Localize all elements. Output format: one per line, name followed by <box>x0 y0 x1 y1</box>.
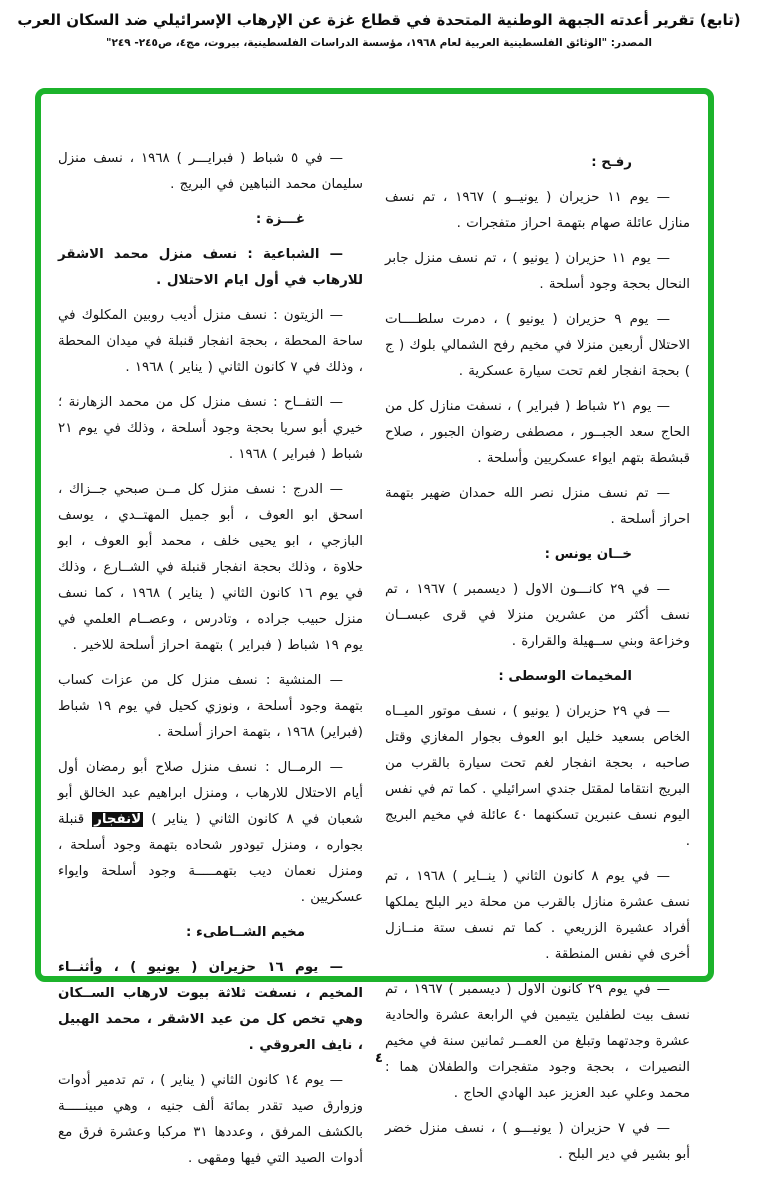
report-paragraph: — تم نسف منزل نصر الله حمدان ضهير بتهمة احراز أسلحة . <box>385 486 690 527</box>
report-paragraph: — الزيتون : نسف منزل أديب روبين المكلوك في ساحة المحطة ، بحجة انفجار قنبلة في ميدان المحطة ، وذلك في ٧ كانون الثاني ( يناير ) ١٩٦٨ . <box>58 308 363 375</box>
report-paragraph: — يوم ٢١ شباط ( فبراير ) ، نسفت منازل كل من الحاج سعد الجبــور ، مصطفى رضوان الجبور ، صلاح قبشطة بتهم ايواء عسكريين وأسلحة . <box>385 399 690 466</box>
green-annotation-frame <box>35 88 714 1166</box>
section-heading-rafah: رفـح : <box>591 155 632 170</box>
paragraph-text: — الرمــال : نسف منزل صلاح أبو رمضان أول أيام الاحتلال للارهاب ، ومنزل ابراهيم عبد الخالق أبو شعبان في ٨ كانون الثاني ( يناير ) <box>58 760 363 827</box>
column-right <box>385 146 690 1181</box>
report-paragraph: — في ٥ شباط ( فبرايـــر ) ١٩٦٨ ، نسف منزل سليمان محمد النباهين في البريج . <box>58 151 363 192</box>
report-paragraph: — يوم ١٦ حزيران ( يونيو ) ، وأثنــاء المخيم ، نسفت ثلاثة بيوت لارهاب الســكان وهي تخص كل من عيد الاشقر ، محمد الهبيل ، نايف العروقي . <box>58 960 363 1053</box>
report-paragraph: — يوم ١١ حزيران ( يونيــو ) ١٩٦٧ ، تم نسف منازل عائلة صهام بتهمة احراز متفجرات . <box>385 190 690 231</box>
report-paragraph: — في يوم ٢٩ كانون الاول ( ديسمبر ) ١٩٦٧ ، تم نسف بيت لطفلين يتيمين في الرابعة عشرة والحادية عشرة وجدتهما وتبلغ من العمــر ثمانين سنة في مخيم النصيرات ، بحجة وجود متفجرات والطفلان هما : محمد وعلي عبد العزيز عبد الهادي الحاج . <box>385 982 690 1101</box>
report-paragraph-with-highlight <box>58 755 363 911</box>
report-paragraph: — الدرج : نسف منزل كل مــن صبحي جــزاك ، اسحق ابو العوف ، أبو جميل المهتــدي ، يوسف البازجي ، ابو يحيى خلف ، محمد أبو العوف ، ابو حلاوة ، وذلك بحجة انفجار قنبلة في الشــارع ، وذلك في يوم ١٦ كانون الثاني ( يناير ) ١٩٦٨ ، كما نسف منزل حبيب جراده ، وتادرس ، وعصــام العلمي في يوم ١٩ شباط ( فبراير ) بتهمة احراز أسلحة للاخير . <box>58 482 363 653</box>
report-paragraph: — في ٢٩ حزيران ( يونيو ) ، نسف موتور الميــاه الخاص بسعيد خليل ابو العوف بجوار المغازي وقتل صاحبه ، بحجة انفجار لغم تحت سيارة بالقرب من البريج انتقاما لمقتل جندي اسرائيلي . كما تم في نفس اليوم نسف عنبرين تسكنهما ٤٠ عائلة في مخيم البريج . <box>385 704 690 849</box>
report-paragraph: — في يوم ٨ كانون الثاني ( ينــاير ) ١٩٦٨ ، تم نسف عشرة منازل بالقرب من محلة دير البلح يملكها أفراد عشيرة الزريعي . كما تم نسف ستة منــازل أخرى في نفس المنطقة . <box>385 869 690 962</box>
report-paragraph: — يوم ٩ حزيران ( يونيو ) ، دمرت سلطــــات الاحتلال أربعين منزلا في مخيم رفح الشمالي بلوك ( ج ) بحجة انفجار لغم تحت سيارة عسكرية . <box>385 312 690 379</box>
report-paragraph: — التفــاح : نسف منزل كل من محمد الزهارنة ؛ خيري أبو سريا بحجة وجود أسلحة ، وذلك في يوم ٢١ شباط ( فبراير ) ١٩٦٨ . <box>58 395 363 462</box>
report-paragraph: — يوم ١٤ كانون الثاني ( يناير ) ، تم تدمير أدوات وزوارق صيد تقدر بمائة ألف جنيه ، وهي مبينـــــة بالكشف المرفق ، وعددها ٣١ مركبا وعشرة فرق مع أدوات الصيد التي فيها ومقهى . <box>58 1073 364 1166</box>
report-header <box>0 10 758 49</box>
report-paragraph: — يوم ١١ حزيران ( يونيو ) ، تم نسف منزل جابر النحال بحجة وجود أسلحة . <box>385 251 690 292</box>
report-paragraph: — في ٢٩ كانـــون الاول ( ديسمبر ) ١٩٦٧ ، تم نسف أكثر من عشرين منزلا في قرى عبســان وخزاعة وبني ســهيلة والقرارة . <box>385 582 690 649</box>
two-column-text <box>59 146 690 1181</box>
source-citation: المصدر: "الوثائق الفلسطينية العربية لعام ١٩٦٨، مؤسسة الدراسات الفلسطينية، بيروت، مج٤، ص٢٤٥- ٢٤٩" <box>105 37 653 49</box>
column-left <box>58 146 363 1181</box>
report-paragraph: — الشباعية : نسف منزل محمد الاشقر للارهاب في أول ايام الاحتلال . <box>58 247 363 288</box>
page-title: (تابع) تقرير أعدته الجبهة الوطنية المتحدة في قطاع غزة عن الإرهاب الإسرائيلي ضد السكان العرب <box>17 11 741 29</box>
paragraph-text: قنبلة بجواره ، ومنزل تيودور شحاده بتهمة وجود أسلحة ، ومنزل نعمان ديب بتهمـــــة وجود أسلحة وايواء عسكريين . <box>58 812 363 905</box>
overprinted-word: لانفجار <box>94 812 142 827</box>
section-heading-khan-younis: خــان يونس : <box>544 547 632 562</box>
section-heading-gaza: غـــزة : <box>255 212 305 227</box>
page-number: ٤ <box>375 1051 383 1066</box>
report-paragraph: — في ٧ حزيران ( يونيـــو ) ، نسف منزل خضر أبو بشير في دير البلح . <box>385 1121 690 1162</box>
report-paragraph: — المنشية : نسف منزل كل من عزات كساب بتهمة وجود أسلحة ، ونوزي كحيل في يوم ١٩ شباط (فبراير) ١٩٦٨ ، بتهمة احراز أسلحة . <box>58 673 364 740</box>
section-heading-beach-camp: مخيم الشــاطىء : <box>185 925 305 940</box>
section-heading-central-camps: المخيمات الوسطى : <box>498 669 632 684</box>
